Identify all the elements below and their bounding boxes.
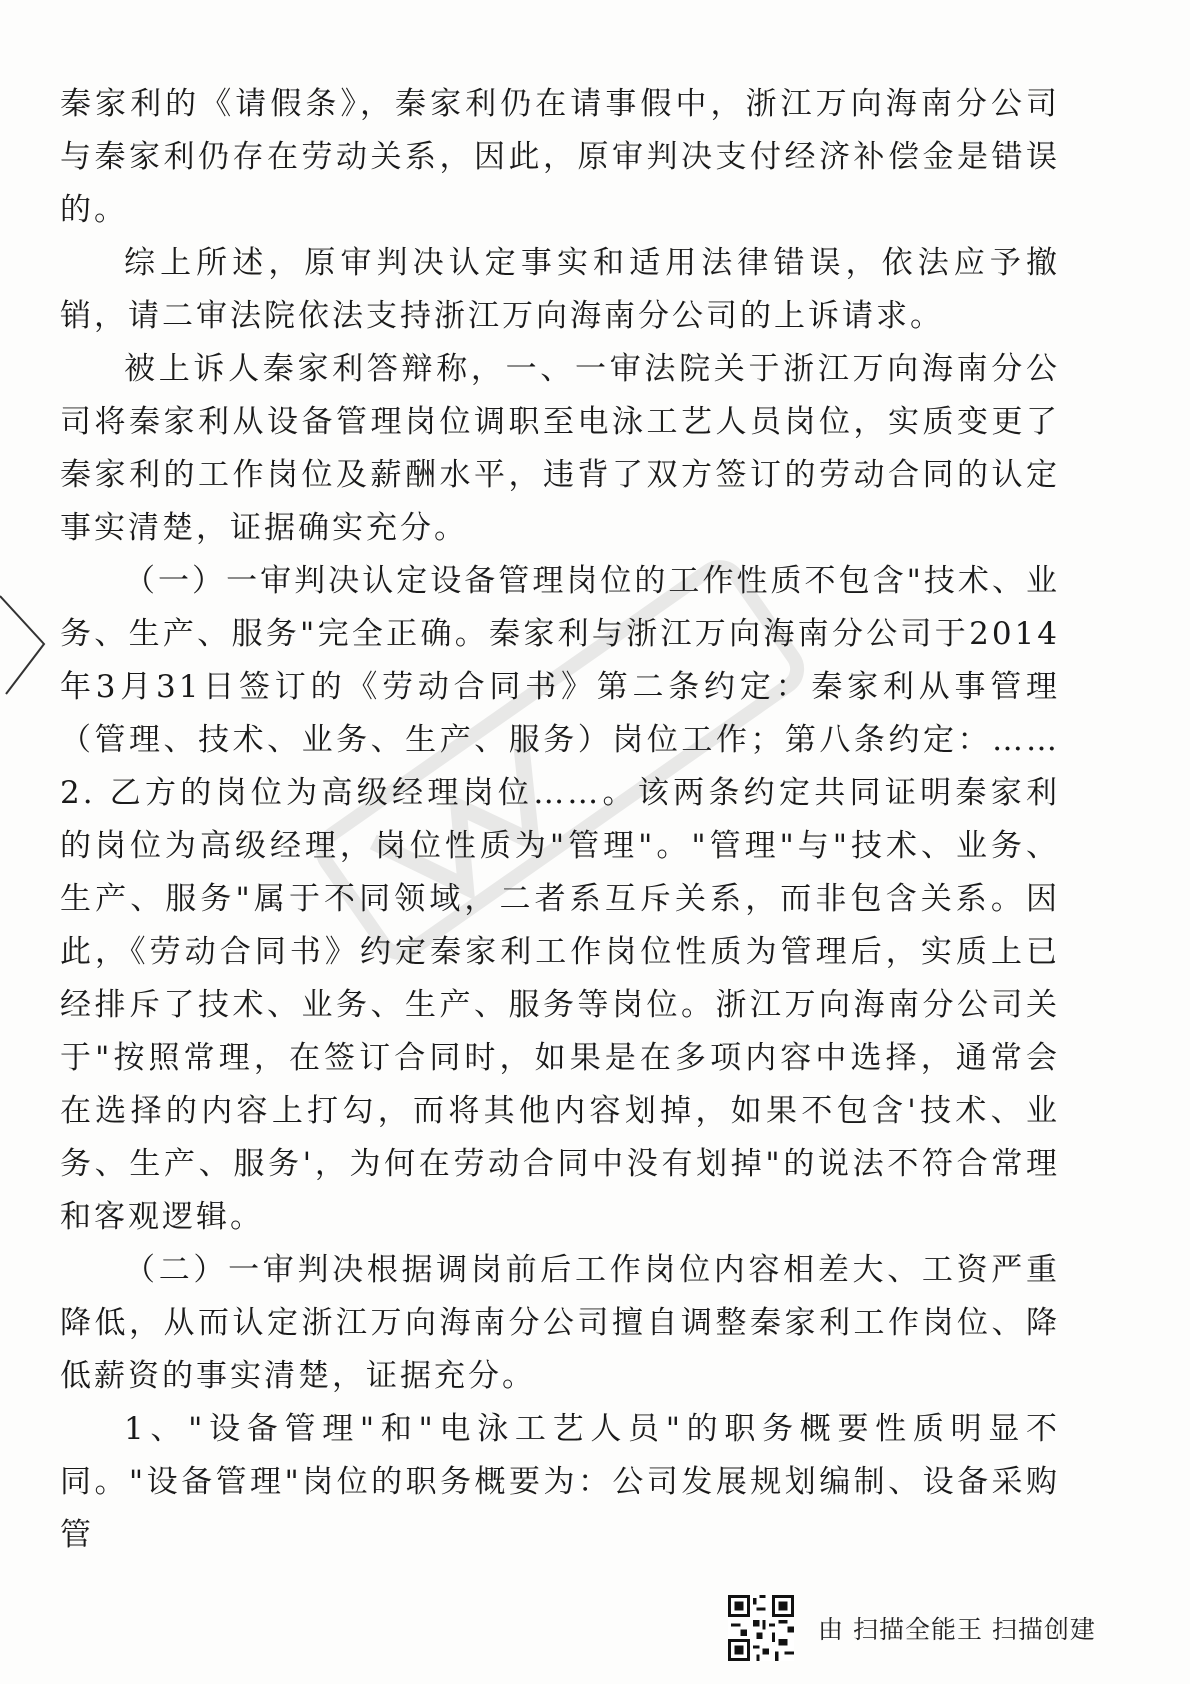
paragraph-6: 1、"设备管理"和"电泳工艺人员"的职务概要性质明显不同。"设备管理"岗位的职务概要为：公司发展规划编制、设备采购管 xyxy=(60,1411,1060,1553)
paragraph-4: （一）一审判决认定设备管理岗位的工作性质不包含"技术、业务、生产、服务"完全正确。秦家利与浙江万向海南分公司于2014年3月31日签订的《劳动合同书》第二条约定：秦家利从事管理（管理、技术、业务、生产、服务）岗位工作；第八条约定：……2. 乙方的岗位为高级经理岗位……。该两条约定共同证明秦家利的岗位为高级经理，岗位性质为"管理"。"管理"与"技术、业务、生产、服务"属于不同领域，二者系互斥关系，而非包含关系。因此，《劳动合同书》约定秦家利工作岗位性质为管理后，实质上已经排斥了技术、业务、生产、服务等岗位。浙江万向海南分公司关于"按照常理，在签订合同时，如果是在多项内容中选择，通常会在选择的内容上打勾，而将其他内容划掉，如果不包含'技术、业务、生产、服务'，为何在劳动合同中没有划掉"的说法不符合常理和客观逻辑。 xyxy=(60,563,1060,1235)
paragraph-2: 综上所述，原审判决认定事实和适用法律错误，依法应予撤销，请二审法院依法支持浙江万向海南分公司的上诉请求。 xyxy=(60,245,1060,334)
document-body xyxy=(60,78,1060,1562)
paragraph-1: 秦家利的《请假条》，秦家利仍在请事假中，浙江万向海南分公司与秦家利仍存在劳动关系，因此，原审判决支付经济补偿金是错误的。 xyxy=(60,86,1060,228)
binding-edge-mark xyxy=(0,590,48,700)
paragraph-3: 被上诉人秦家利答辩称，一、一审法院关于浙江万向海南分公司将秦家利从设备管理岗位调职至电泳工艺人员岗位，实质变更了秦家利的工作岗位及薪酬水平，违背了双方签订的劳动合同的认定事实清楚，证据确实充分。 xyxy=(60,351,1060,546)
scanner-footer xyxy=(728,1590,1168,1666)
qr-code-icon xyxy=(728,1595,794,1661)
paragraph-5: （二）一审判决根据调岗前后工作岗位内容相差大、工资严重降低，从而认定浙江万向海南分公司擅自调整秦家利工作岗位、降低薪资的事实清楚，证据充分。 xyxy=(60,1252,1060,1394)
scanner-credit-text: 由 扫描全能王 扫描创建 xyxy=(818,1615,1096,1644)
